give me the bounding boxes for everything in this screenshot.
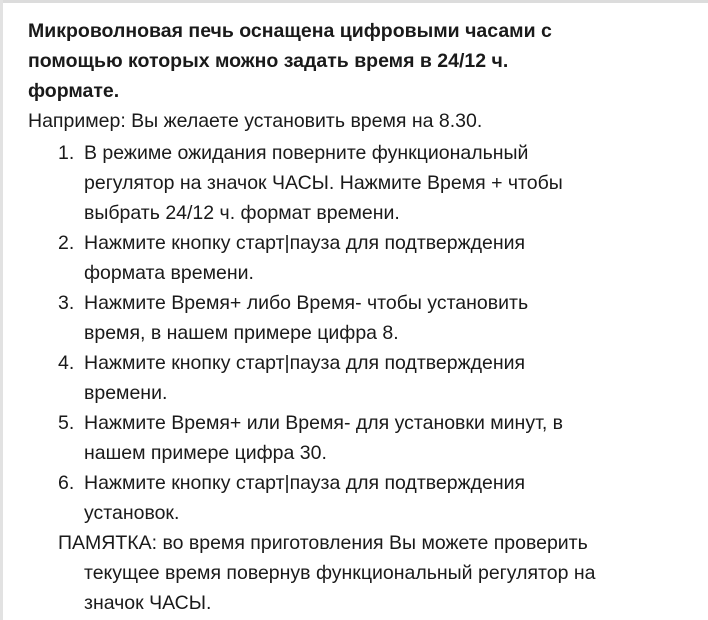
heading-line: формате. bbox=[28, 80, 120, 102]
memo-line: ПАМЯТКА: во время приготовления Вы можете проверить bbox=[58, 532, 588, 554]
document-heading bbox=[28, 16, 648, 106]
step-line: Нажмите Время+ или Время- для установки минут, в bbox=[84, 412, 564, 434]
step-text bbox=[84, 228, 644, 288]
memo-line: текущее время повернув функциональный регулятор на bbox=[84, 562, 596, 584]
step-item bbox=[0, 348, 708, 408]
step-number: 5. bbox=[58, 412, 75, 434]
step-line: Нажмите кнопку старт|пауза для подтверждения bbox=[84, 472, 526, 494]
step-number: 1. bbox=[58, 142, 75, 164]
intro-text: Например: Вы желаете установить время на 8.30. bbox=[28, 110, 483, 132]
step-text bbox=[84, 408, 644, 468]
step-number: 2. bbox=[58, 232, 75, 254]
step-item bbox=[0, 228, 708, 288]
step-item bbox=[0, 288, 708, 348]
memo-line: значок ЧАСЫ. bbox=[84, 592, 212, 614]
step-number: 4. bbox=[58, 352, 75, 374]
step-item bbox=[0, 468, 708, 528]
step-line: выбрать 24/12 ч. формат времени. bbox=[84, 202, 400, 224]
step-line: регулятор на значок ЧАСЫ. Нажмите Время + чтобы bbox=[84, 172, 563, 194]
step-item bbox=[0, 408, 708, 468]
memo-note bbox=[58, 528, 652, 618]
frame-top-edge bbox=[0, 0, 708, 3]
step-line: Нажмите кнопку старт|пауза для подтверждения bbox=[84, 232, 526, 254]
heading-line: помощью которых можно задать время в 24/12 ч. bbox=[28, 50, 509, 72]
step-line: установок. bbox=[84, 502, 180, 524]
heading-line: Микроволновая печь оснащена цифровыми часами с bbox=[28, 20, 552, 42]
step-number: 6. bbox=[58, 472, 75, 494]
step-line: Нажмите Время+ либо Время- чтобы установить bbox=[84, 292, 529, 314]
step-line: времени. bbox=[84, 382, 168, 404]
step-item bbox=[0, 138, 708, 228]
step-text bbox=[84, 138, 644, 228]
step-line: нашем примере цифра 30. bbox=[84, 442, 327, 464]
step-number: 3. bbox=[58, 292, 75, 314]
step-line: Нажмите кнопку старт|пауза для подтверждения bbox=[84, 352, 526, 374]
step-text bbox=[84, 468, 644, 528]
step-line: формата времени. bbox=[84, 262, 254, 284]
step-text bbox=[84, 348, 644, 408]
step-line: В режиме ожидания поверните функциональный bbox=[84, 142, 529, 164]
steps-list bbox=[0, 138, 708, 528]
step-text bbox=[84, 288, 644, 348]
step-line: время, в нашем примере цифра 8. bbox=[84, 322, 399, 344]
